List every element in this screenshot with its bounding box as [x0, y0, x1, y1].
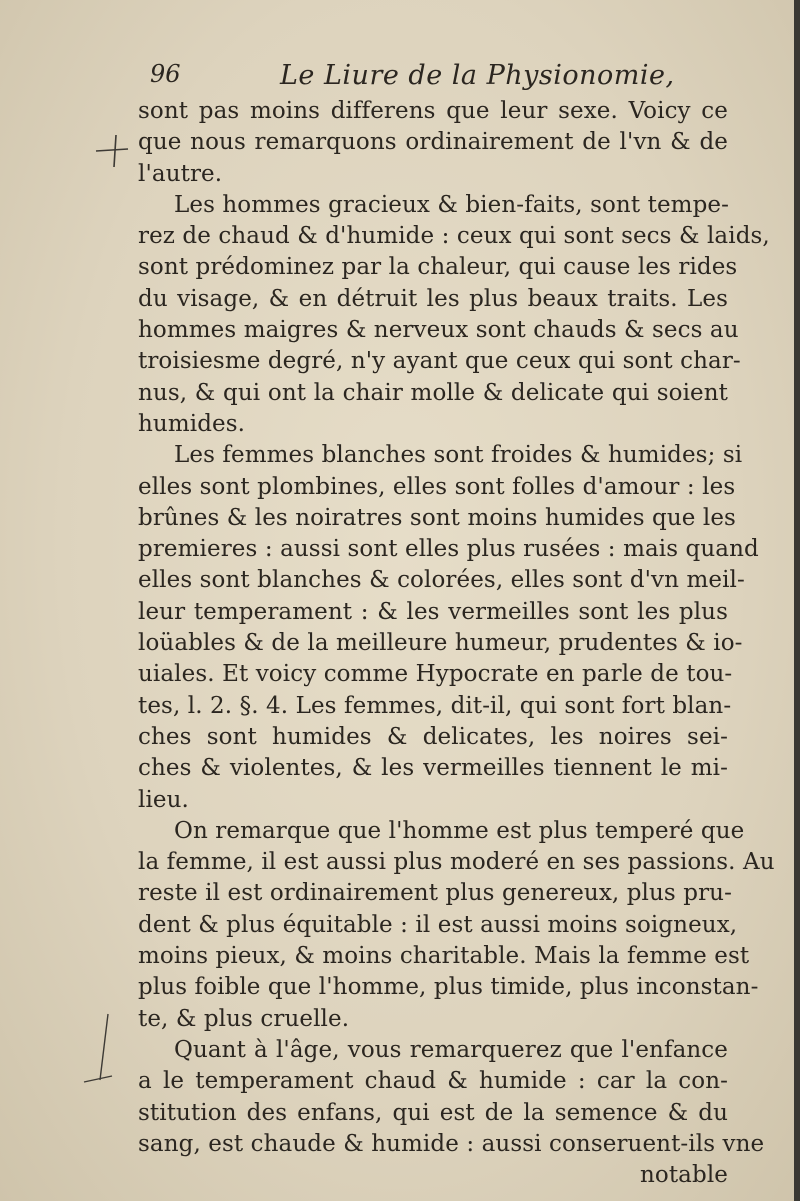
- page-header: [150, 56, 710, 96]
- text-line: sont pas moins differens que leur sexe. Voicy ce: [138, 98, 728, 124]
- text-line: stitution des enfans, qui est de la semence & du: [138, 1099, 728, 1126]
- text-line: sang, est chaude & humide : aussi conseruent-ils vne: [138, 1130, 765, 1157]
- text-line: tes, l. 2. §. 4. Les femmes, dit-il, qui sont fort blan-: [138, 692, 732, 719]
- text-line: l'autre.: [138, 160, 223, 187]
- text-line: loüables & de la meilleure humeur, prudentes & io-: [138, 630, 743, 657]
- text-line: hommes maigres & nerveux sont chauds & secs au: [138, 317, 739, 344]
- text-line: elles sont blanches & colorées, elles sont d'vn meil-: [138, 567, 745, 594]
- text-line: moins pieux, & moins charitable. Mais la femme est: [138, 943, 750, 970]
- text-line: dent & plus équitable : il est aussi moins soigneux,: [138, 911, 738, 938]
- text-line: leur temperament : & les vermeilles sont les plus: [138, 598, 728, 625]
- catchword: notable: [639, 1162, 728, 1189]
- page-body-text: [138, 96, 775, 1191]
- text-line: uiales. Et voicy comme Hypocrate en parle de tou-: [138, 661, 733, 688]
- text-line: la femme, il est aussi plus moderé en ses passions. Au: [138, 849, 775, 876]
- text-line: premieres : aussi sont elles plus rusées : mais quand: [138, 536, 759, 563]
- text-line: On remarque que l'homme est plus temperé que: [174, 817, 745, 844]
- text-line: lieu.: [138, 786, 189, 813]
- text-line: du visage, & en détruit les plus beaux traits. Les: [138, 285, 728, 312]
- text-line: humides.: [138, 410, 246, 437]
- text-line: a le temperament chaud & humide : car la con-: [138, 1068, 728, 1095]
- text-line: que nous remarquons ordinairement de l'vn & de: [138, 129, 728, 156]
- text-line: nus, & qui ont la chair molle & delicate qui soient: [138, 379, 728, 406]
- text-line: Quant à l'âge, vous remarquerez que l'enfance: [174, 1036, 728, 1063]
- margin-pen-mark-icon: [80, 1010, 120, 1090]
- text-line: troisiesme degré, n'y ayant que ceux qui sont char-: [138, 348, 741, 375]
- text-line: Les femmes blanches sont froides & humides; si: [174, 442, 743, 469]
- page-number: 96: [150, 60, 181, 88]
- text-line: rez de chaud & d'humide : ceux qui sont secs & laids,: [138, 223, 770, 250]
- margin-cross-mark-icon: [92, 131, 132, 171]
- text-line: plus foible que l'homme, plus timide, plus inconstan-: [138, 974, 759, 1001]
- text-line: te, & plus cruelle.: [138, 1005, 350, 1032]
- text-line: ches & violentes, & les vermeilles tiennent le mi-: [138, 755, 728, 782]
- text-line: elles sont plombines, elles sont folles d'amour : les: [138, 473, 736, 500]
- text-line: Les hommes gracieux & bien-faits, sont tempe-: [174, 191, 729, 218]
- page-edge-shadow: [794, 0, 800, 1201]
- text-line: sont prédominez par la chaleur, qui cause les rides: [138, 254, 738, 281]
- running-title: Le Liure de la Physionomie,: [280, 60, 675, 91]
- text-line: brûnes & les noiratres sont moins humides que les: [138, 504, 736, 531]
- text-line: ches sont humides & delicates, les noires sei-: [138, 723, 728, 750]
- text-line: reste il est ordinairement plus genereux, plus pru-: [138, 880, 732, 907]
